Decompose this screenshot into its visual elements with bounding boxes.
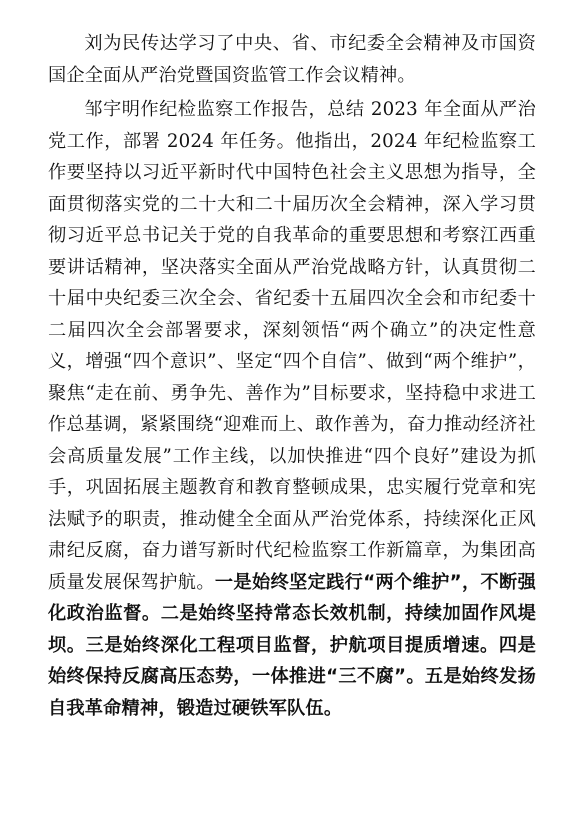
paragraph-meeting-relay: 刘为民传达学习了中央、省、市纪委全会精神及市国资国企全面从严治党暨国资监管工作会议精神。	[48, 33, 536, 86]
document-page	[48, 28, 536, 727]
paragraph-work-report	[48, 94, 536, 724]
work-report-key-tasks: 一是始终坚定践行“两个维护”，不断强化政治监督。二是始终坚持常态长效机制，持续加固作风堤坝。三是始终深化工程项目监督，护航项目提质增速。四是始终保持反腐高压态势，一体推进“三不腐”。五是始终发扬自我革命精神，锻造过硬铁军队伍。	[48, 571, 536, 719]
work-report-text: 邹宇明作纪检监察工作报告，总结 2023 年全面从严治党工作，部署 2024 年任务。他指出，2024 年纪检监察工作要坚持以习近平新时代中国特色社会主义思想为指导，全面贯彻落实党的二十大和二十届历次全会精神，深入学习贯彻习近平总书记关于党的自我革命的重要思想和考察江西重要讲话精神，坚决落实全面从严治党战略方针，认真贯彻二十届中央纪委三次全会、省纪委十五届四次全会和市纪委十二届四次全会部署要求，深刻领悟“两个确立”的决定性意义，增强“四个意识”、坚定“四个自信”、做到“两个维护”，聚焦“走在前、勇争先、善作为”目标要求，坚持稳中求进工作总基调，紧紧围绕“迎难而上、敢作善为，奋力推动经济社会高质量发展”工作主线，以加快推进“四个良好”建设为抓手，巩固拓展主题教育和教育整顿成果，忠实履行党章和宪法赋予的职责，推动健全全面从严治党体系，持续深化正风肃纪反腐，奋力谱写新时代纪检监察工作新篇章，为集团高质量发展保驾护航。	[48, 99, 536, 593]
